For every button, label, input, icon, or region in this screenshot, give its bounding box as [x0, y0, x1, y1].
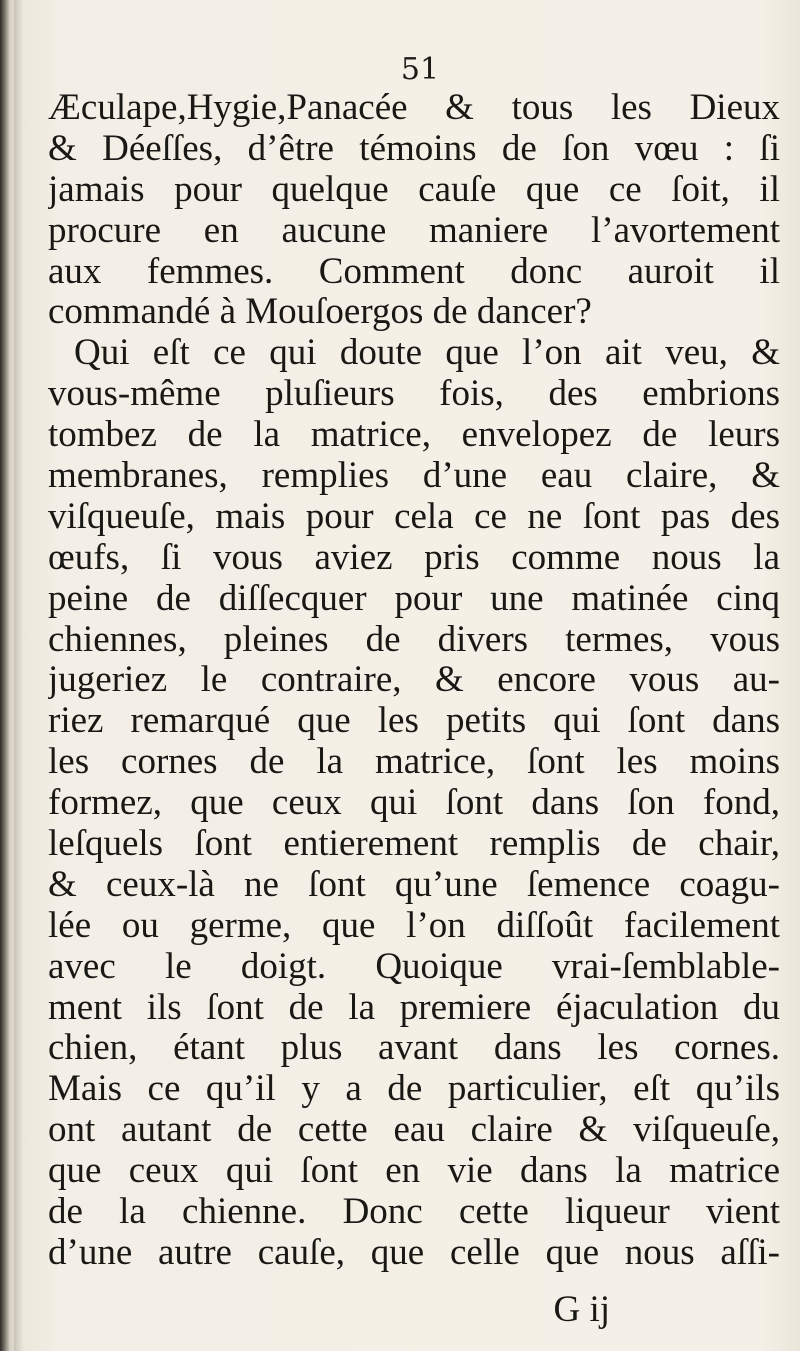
- gutter-shadow: [14, 0, 24, 1351]
- text-line: leſquels ſont entierement remplis de chair,: [48, 824, 780, 865]
- text-line: les cornes de la matrice, ſont les moins: [48, 742, 780, 783]
- text-line: membranes, remplies d’une eau claire, &: [48, 456, 780, 497]
- text-line: ont autant de cette eau claire & viſqueuſe,: [48, 1110, 780, 1151]
- page-body-text: [48, 88, 780, 1274]
- text-line: & Déeſſes, d’être témoins de ſon vœu : ſi: [48, 128, 780, 169]
- text-line: chiennes, pleines de divers termes, vous: [48, 619, 780, 660]
- text-line: de la chienne. Donc cette liqueur vient: [48, 1192, 780, 1233]
- text-line: chien, étant plus avant dans les cornes.: [48, 1028, 780, 1069]
- page-number: 51: [400, 52, 440, 87]
- signature-mark: G ij: [553, 1289, 610, 1330]
- text-line: riez remarqué que les petits qui ſont dans: [48, 701, 780, 742]
- text-line: peine de diſſecquer pour une matinée cinq: [48, 578, 780, 619]
- text-line: procure en aucune maniere l’avortement: [48, 210, 780, 251]
- text-line: vous-même pluſieurs fois, des embrions: [48, 374, 780, 415]
- text-line: que ceux qui ſont en vie dans la matrice: [48, 1151, 780, 1192]
- text-line: jamais pour quelque cauſe que ce ſoit, il: [48, 169, 780, 210]
- text-line: formez, que ceux qui ſont dans ſon fond,: [48, 783, 780, 824]
- text-line: commandé à Mouſoergos de dancer?: [48, 292, 592, 333]
- text-line: Æculape,Hygie,Panacée & tous les Dieux: [48, 88, 780, 128]
- text-line: & ceux-là ne ſont qu’une ſemence coagu-: [48, 864, 780, 905]
- text-line: aux femmes. Comment donc auroit il: [48, 251, 780, 292]
- text-line: ment ils ſont de la premiere éjaculation du: [48, 987, 780, 1028]
- text-line: lée ou germe, que l’on diſſoût facilement: [48, 905, 780, 946]
- text-line: œufs, ſi vous aviez pris comme nous la: [48, 537, 780, 578]
- paragraph-start-line: Qui eſt ce qui doute que l’on ait veu, &: [74, 333, 780, 374]
- text-line: tombez de la matrice, envelopez de leurs: [48, 415, 780, 456]
- text-line: d’une autre cauſe, que celle que nous aſſi-: [48, 1232, 780, 1273]
- text-line: Mais ce qu’il y a de particulier, eſt qu’ils: [48, 1069, 780, 1110]
- text-line: viſqueuſe, mais pour cela ce ne ſont pas des: [48, 496, 780, 537]
- text-line: avec le doigt. Quoique vrai-ſemblable-: [48, 946, 780, 987]
- text-line: jugeriez le contraire, & encore vous au-: [48, 660, 780, 701]
